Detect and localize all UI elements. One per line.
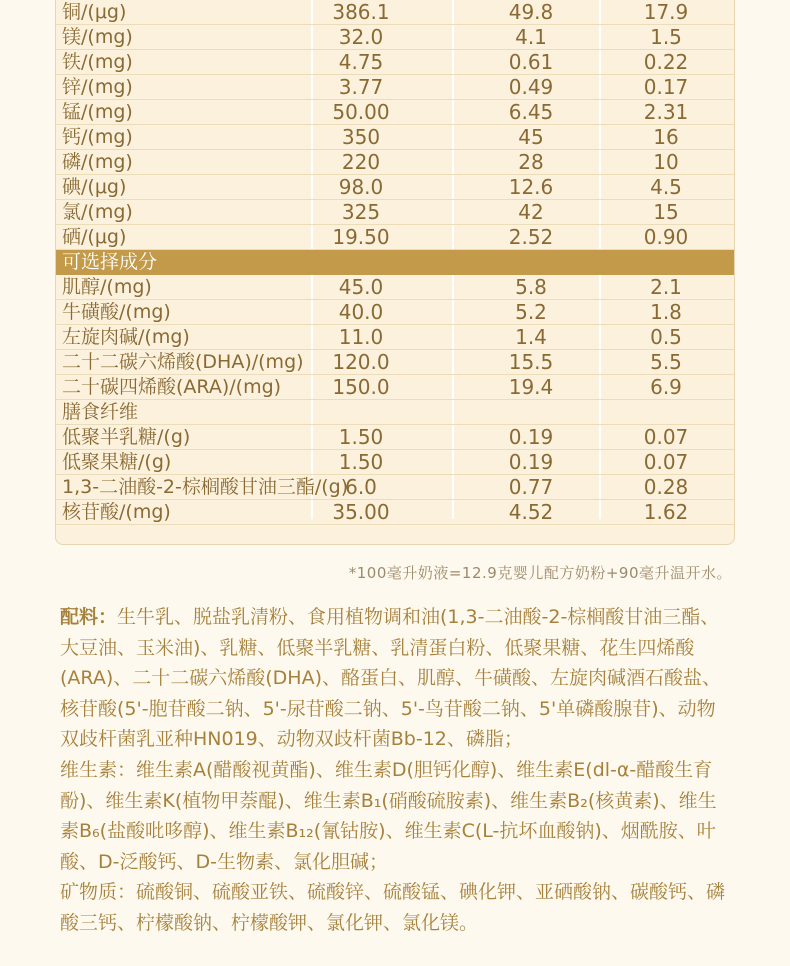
table-row: [56, 350, 735, 375]
nutrient-name: 牛磺酸/(mg): [62, 301, 171, 323]
nutrient-value: 386.1: [332, 0, 390, 24]
table-row: [56, 325, 735, 350]
nutrient-value: 0.07: [643, 425, 689, 449]
nutrient-value: 0.61: [508, 50, 554, 74]
nutrient-value: 12.6: [508, 175, 554, 199]
table-row: [56, 425, 735, 450]
table-row: [56, 75, 735, 100]
nutrient-value: 1.5: [650, 25, 682, 49]
table-row: [56, 500, 735, 525]
nutrient-value: 0.07: [643, 450, 689, 474]
nutrient-name: 1,3-二油酸-2-棕榈酸甘油三酯/(g): [62, 476, 349, 498]
subsection-dietary-fiber: [56, 400, 735, 425]
nutrient-value: 19.50: [332, 225, 390, 249]
nutrient-value: 4.5: [650, 175, 682, 199]
nutrient-value: 0.90: [643, 225, 689, 249]
nutrient-name: 低聚半乳糖/(g): [62, 426, 191, 448]
vitamins-label: 维生素：: [60, 758, 137, 781]
minerals-paragraph: [60, 877, 732, 938]
vitamins-text: 维生素A(醋酸视黄酯)、维生素D(胆钙化醇)、维生素E(dl-α-醋酸生育酚)、维生素K(植物甲萘醌)、维生素B₁(硝酸硫胺素)、维生素B₂(核黄素)、维生素B₆(盐酸吡哆醇)、维生素B₁₂(氰钴胺)、维生素C(L-抗坏血酸钠)、烟酰胺、叶酸、D-泛酸钙、D-生物素、氯化胆碱；: [60, 758, 717, 873]
nutrient-value: 350: [341, 125, 381, 149]
table-row: [56, 175, 735, 200]
nutrient-name: 磷/(mg): [62, 151, 133, 173]
nutrient-value: 4.52: [508, 500, 554, 524]
nutrient-value: 0.77: [508, 475, 554, 499]
section-header-optional: [56, 250, 735, 275]
nutrient-name: 铜/(μg): [62, 1, 127, 23]
nutrient-value: 2.31: [643, 100, 689, 124]
table-row: [56, 275, 735, 300]
nutrition-table: [55, 0, 735, 545]
table-row: [56, 50, 735, 75]
ingredients-paragraph: [60, 602, 732, 755]
nutrient-value: 120.0: [332, 350, 390, 374]
nutrient-value: 19.4: [508, 375, 554, 399]
vitamins-paragraph: [60, 755, 732, 877]
minerals-label: 矿物质：: [60, 881, 137, 904]
nutrient-name: 二十碳四烯酸(ARA)/(mg): [62, 376, 282, 398]
nutrient-value: 3.77: [338, 75, 384, 99]
ingredients-section: [60, 602, 732, 939]
nutrient-value: 17.9: [643, 0, 689, 24]
nutrient-value: 15.5: [508, 350, 554, 374]
nutrient-value: 0.28: [643, 475, 689, 499]
nutrient-value: 6.0: [345, 475, 377, 499]
nutrient-value: 1.4: [515, 325, 547, 349]
nutrient-value: 0.19: [508, 450, 554, 474]
nutrient-value: 6.45: [508, 100, 554, 124]
nutrient-value: 16: [653, 125, 679, 149]
table-row: [56, 300, 735, 325]
table-row: [56, 150, 735, 175]
nutrient-value: 0.49: [508, 75, 554, 99]
nutrient-name: 镁/(mg): [62, 26, 133, 48]
nutrient-value: 32.0: [338, 25, 384, 49]
nutrient-name: 二十二碳六烯酸(DHA)/(mg): [62, 351, 304, 373]
table-row: [56, 25, 735, 50]
minerals-text: 硫酸铜、硫酸亚铁、硫酸锌、硫酸锰、碘化钾、亚硒酸钠、碳酸钙、磷酸三钙、柠檬酸钠、柠檬酸钾、氯化钾、氯化镁。: [60, 881, 726, 934]
nutrient-value: 49.8: [508, 0, 554, 24]
nutrient-name: 铁/(mg): [62, 51, 133, 73]
table-row: [56, 0, 735, 25]
nutrient-value: 5.8: [515, 275, 547, 299]
nutrient-value: 45: [518, 125, 544, 149]
nutrient-value: 220: [341, 150, 381, 174]
nutrient-value: 40.0: [338, 300, 384, 324]
nutrient-name: 钙/(mg): [62, 126, 133, 148]
footnote: *100毫升奶液=12.9克婴儿配方奶粉+90毫升温开水。: [348, 564, 732, 582]
nutrient-value: 0.22: [643, 50, 689, 74]
nutrient-value: 1.8: [650, 300, 682, 324]
nutrient-value: 2.52: [508, 225, 554, 249]
nutrient-value: 42: [518, 200, 544, 224]
nutrient-name: 氯/(mg): [62, 201, 133, 223]
nutrient-value: 50.00: [332, 100, 390, 124]
table-row: [56, 225, 735, 250]
nutrient-value: 10: [653, 150, 679, 174]
table-row: [56, 450, 735, 475]
nutrient-name: 锌/(mg): [62, 76, 133, 98]
nutrient-value: 35.00: [332, 500, 390, 524]
nutrient-value: 2.1: [650, 275, 682, 299]
table-row: [56, 100, 735, 125]
table-row: [56, 200, 735, 225]
nutrient-name: 碘/(μg): [62, 176, 127, 198]
nutrient-value: 5.2: [515, 300, 547, 324]
nutrient-value: 4.75: [338, 50, 384, 74]
nutrient-value: 0.5: [650, 325, 682, 349]
table-row: [56, 375, 735, 400]
nutrient-value: 98.0: [338, 175, 384, 199]
nutrient-name: 左旋肉碱/(mg): [62, 326, 190, 348]
section-header-optional-label: 可选择成分: [62, 251, 158, 273]
nutrient-value: 150.0: [332, 375, 390, 399]
ingredients-text: 生牛乳、脱盐乳清粉、食用植物调和油(1,3-二油酸-2-棕榈酸甘油三酯、大豆油、玉米油)、乳糖、低聚半乳糖、乳清蛋白粉、低聚果糖、花生四烯酸(ARA)、二十二碳六烯酸(DHA)、酪蛋白、肌醇、牛磺酸、左旋肉碱酒石酸盐、核苷酸(5'-胞苷酸二钠、5'-尿苷酸二钠、5'-鸟苷酸二钠、5'单磷酸腺苷)、动物双歧杆菌乳亚种HN019、动物双歧杆菌Bb-12、磷脂；: [60, 606, 721, 751]
nutrient-name: 核苷酸/(mg): [62, 501, 171, 523]
nutrient-value: 5.5: [650, 350, 682, 374]
nutrient-name: 硒/(μg): [62, 226, 127, 248]
nutrient-value: 1.50: [338, 450, 384, 474]
nutrient-value: 11.0: [338, 325, 384, 349]
nutrient-value: 1.50: [338, 425, 384, 449]
subsection-dietary-fiber-label: 膳食纤维: [62, 401, 139, 423]
nutrient-name: 锰/(mg): [62, 101, 133, 123]
nutrient-value: 0.17: [643, 75, 689, 99]
nutrient-name: 肌醇/(mg): [62, 276, 152, 298]
nutrient-value: 15: [653, 200, 679, 224]
nutrient-value: 1.62: [643, 500, 689, 524]
nutrient-value: 4.1: [515, 25, 547, 49]
ingredients-label: 配料：: [60, 606, 118, 628]
nutrient-value: 45.0: [338, 275, 384, 299]
nutrient-value: 325: [341, 200, 381, 224]
nutrient-value: 6.9: [650, 375, 682, 399]
nutrient-value: 28: [518, 150, 544, 174]
table-row: [56, 125, 735, 150]
table-row: [56, 475, 735, 500]
nutrient-value: 0.19: [508, 425, 554, 449]
nutrient-name: 低聚果糖/(g): [62, 451, 172, 473]
